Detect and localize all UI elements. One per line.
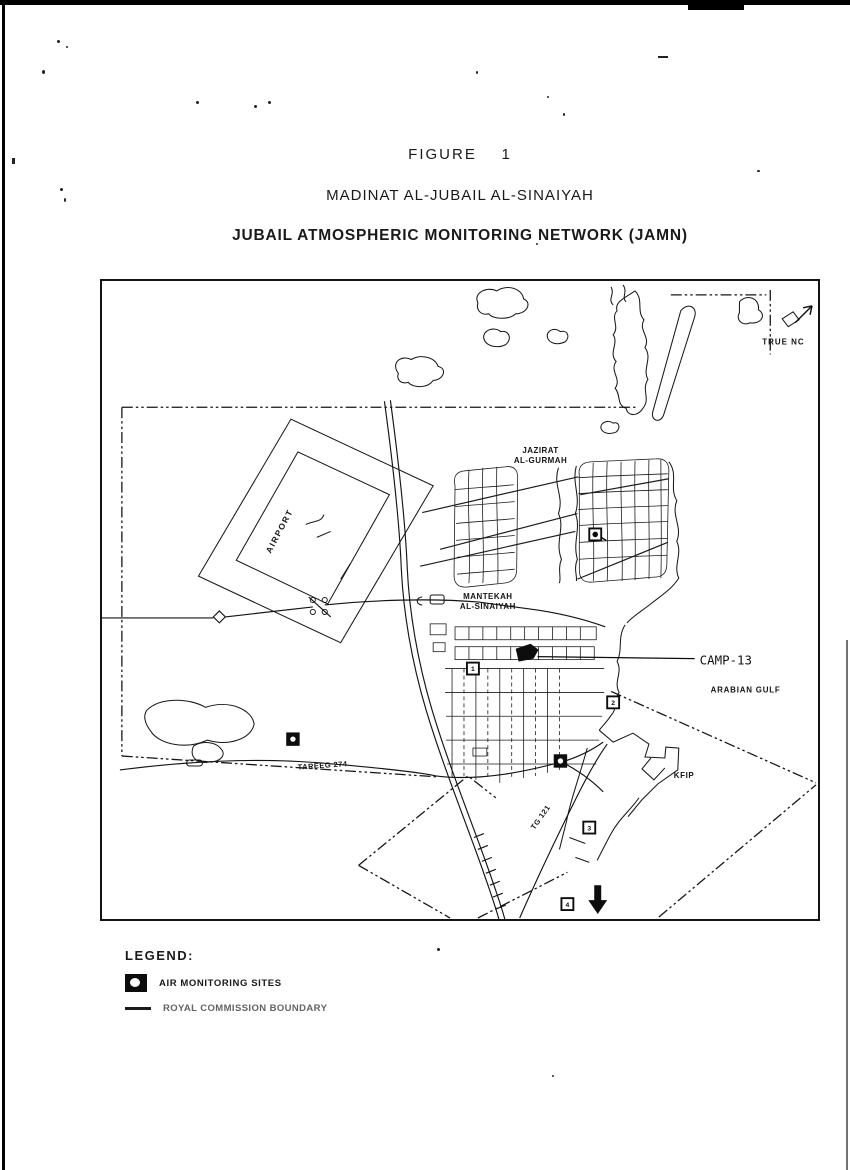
figure-label: FIGURE 1 bbox=[408, 146, 512, 163]
svg-text:3: 3 bbox=[587, 825, 592, 833]
tareeg-274-label: TAREEG 274 bbox=[297, 759, 348, 772]
scan-speck bbox=[12, 158, 15, 164]
street-grid-east bbox=[420, 459, 669, 582]
svg-text:2: 2 bbox=[611, 700, 616, 708]
scan-speck bbox=[757, 170, 760, 172]
scan-speck bbox=[547, 96, 549, 98]
scan-speck bbox=[42, 70, 45, 74]
mantekah-label-line2: AL-SINAIYAH bbox=[459, 601, 516, 611]
air-monitoring-site-icon bbox=[125, 974, 147, 992]
scan-speck bbox=[658, 56, 668, 58]
monitoring-site-marker bbox=[467, 663, 479, 675]
scan-speck bbox=[254, 105, 257, 108]
figure-title-line1: MADINAT AL-JUBAIL AL-SINAIYAH bbox=[326, 187, 594, 204]
legend-item-royal-commission bbox=[125, 1003, 445, 1014]
scan-speck bbox=[64, 198, 66, 202]
scan-speck bbox=[66, 46, 68, 48]
monitoring-site-marker bbox=[561, 898, 573, 910]
true-north-arrow-icon bbox=[795, 306, 812, 323]
jazirat-label-line2: AL-GURMAH bbox=[513, 455, 568, 465]
scan-speck bbox=[268, 101, 271, 104]
legend-item-air-monitoring bbox=[125, 974, 445, 992]
scan-speck bbox=[552, 1075, 554, 1077]
scan-speck bbox=[196, 101, 199, 104]
monitoring-site-marker bbox=[583, 822, 595, 834]
scan-speck bbox=[476, 71, 478, 74]
legend bbox=[125, 948, 445, 1014]
airport-outline bbox=[198, 419, 433, 643]
monitoring-site-marker bbox=[287, 733, 299, 745]
coastline bbox=[145, 285, 799, 862]
monitoring-site-marker bbox=[554, 755, 566, 767]
mantekah-label-line1: MANTEKAH bbox=[463, 592, 513, 602]
legend-heading: LEGEND: bbox=[125, 948, 194, 963]
monitoring-sites bbox=[287, 528, 619, 914]
jamn-map bbox=[102, 281, 818, 919]
monitoring-site-marker bbox=[589, 528, 606, 540]
legend-item-label: AIR MONITORING SITES bbox=[159, 977, 282, 989]
map-labels bbox=[264, 338, 805, 832]
scan-top-right-blob bbox=[688, 1, 744, 10]
arabian-gulf-label: ARABIAN GULF bbox=[710, 685, 781, 695]
jazirat-label-line1: JAZIRAT bbox=[522, 445, 559, 455]
map-frame bbox=[100, 279, 820, 921]
camp13-leader-line bbox=[538, 657, 695, 659]
boundary-line-icon bbox=[125, 1007, 151, 1009]
true-north-label: TRUE NC bbox=[762, 337, 805, 347]
south-arrow-icon bbox=[588, 885, 607, 914]
figure-title-line2: JUBAIL ATMOSPHERIC MONITORING NETWORK (JAMN) bbox=[232, 227, 688, 244]
camp13-label: CAMP-13 bbox=[699, 652, 752, 668]
industrial-area-grid bbox=[430, 624, 604, 783]
scan-speck bbox=[57, 40, 60, 43]
monitoring-site-marker bbox=[607, 696, 619, 708]
svg-text:4: 4 bbox=[565, 901, 570, 909]
svg-text:1: 1 bbox=[471, 666, 475, 674]
scan-speck bbox=[563, 113, 565, 116]
scan-speck bbox=[60, 188, 63, 191]
kfip-label: KFIP bbox=[673, 770, 695, 780]
legend-item-label: ROYAL COMMISSION BOUNDARY bbox=[163, 1003, 328, 1014]
tg-121-label: TG 121 bbox=[528, 803, 553, 832]
camp13-callout bbox=[516, 644, 752, 668]
scan-left-edge-line bbox=[2, 5, 5, 1170]
street-grid-west bbox=[454, 467, 518, 588]
scan-right-edge-line bbox=[846, 640, 848, 1170]
airport-label: AIRPORT bbox=[263, 507, 296, 555]
